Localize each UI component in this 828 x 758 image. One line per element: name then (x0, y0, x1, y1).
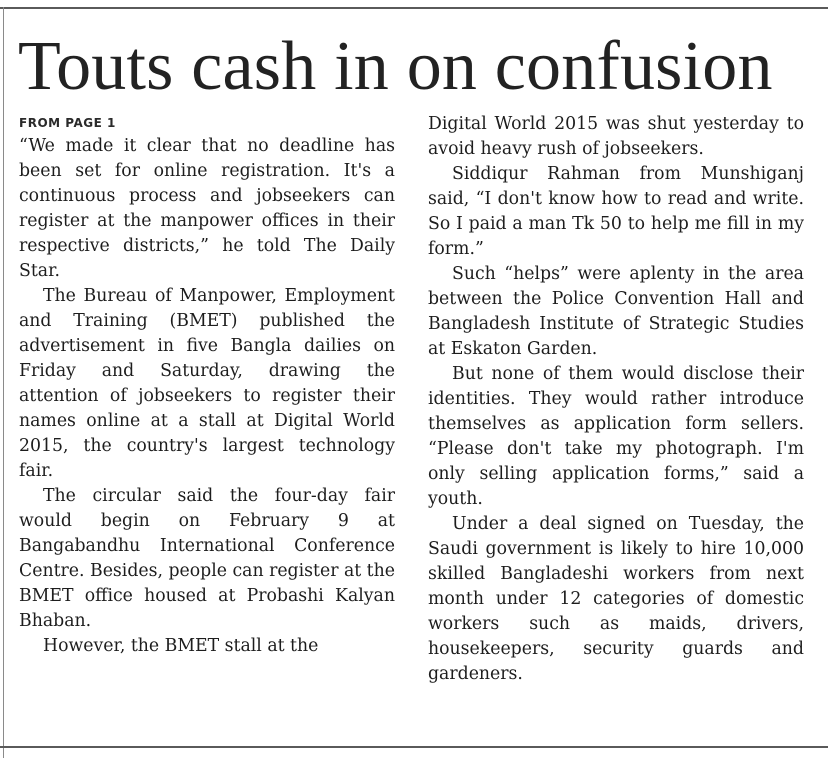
bottom-rule (0, 746, 828, 748)
paragraph: Siddiqur Rahman from Munshiganj said, “I don't know how to read and write. So I paid a man Tk 50 to help me fill in my form.” (428, 164, 804, 259)
paragraph: Digital World 2015 was shut yesterday to avoid heavy rush of jobseekers. (428, 114, 804, 159)
top-rule (0, 7, 828, 9)
article-column-2 (428, 112, 804, 687)
paragraph: However, the BMET stall at the (43, 636, 319, 656)
headline: Touts cash in on confusion (18, 28, 773, 105)
left-rule (3, 7, 4, 758)
paragraph: Such “helps” were aplenty in the area between the Police Convention Hall and Bangladesh Institute of Strategic Studies at Eskaton Garden. (428, 264, 804, 359)
paragraph: Under a deal signed on Tuesday, the Saudi government is likely to hire 10,000 skilled Bangladeshi workers from next month under 12 categories of domestic workers such as maids, drivers, housekeepers, security guards and gardeners. (428, 514, 804, 684)
paragraph: The circular said the four-day fair would begin on February 9 at Bangabandhu International Conference Centre. Besides, people can register at the BMET office housed at Probashi Kalyan Bhaban. (19, 486, 395, 631)
article-column-1 (19, 112, 395, 659)
kicker: FROM PAGE 1 (19, 116, 116, 130)
paragraph: The Bureau of Manpower, Employment and Training (BMET) published the advertisement in five Bangla dailies on Friday and Saturday, drawing the attention of jobseekers to register their names online at a stall at Digital World 2015, the country's largest technology fair. (19, 286, 395, 481)
paragraph: “We made it clear that no deadline has been set for online registration. It's a continuous process and jobseekers can register at the manpower offices in their respective districts,” he told The Daily Star. (19, 136, 395, 281)
paragraph: But none of them would disclose their identities. They would rather introduce themselves as application form sellers. “Please don't take my photograph. I'm only selling application forms,” said a youth. (428, 364, 804, 509)
